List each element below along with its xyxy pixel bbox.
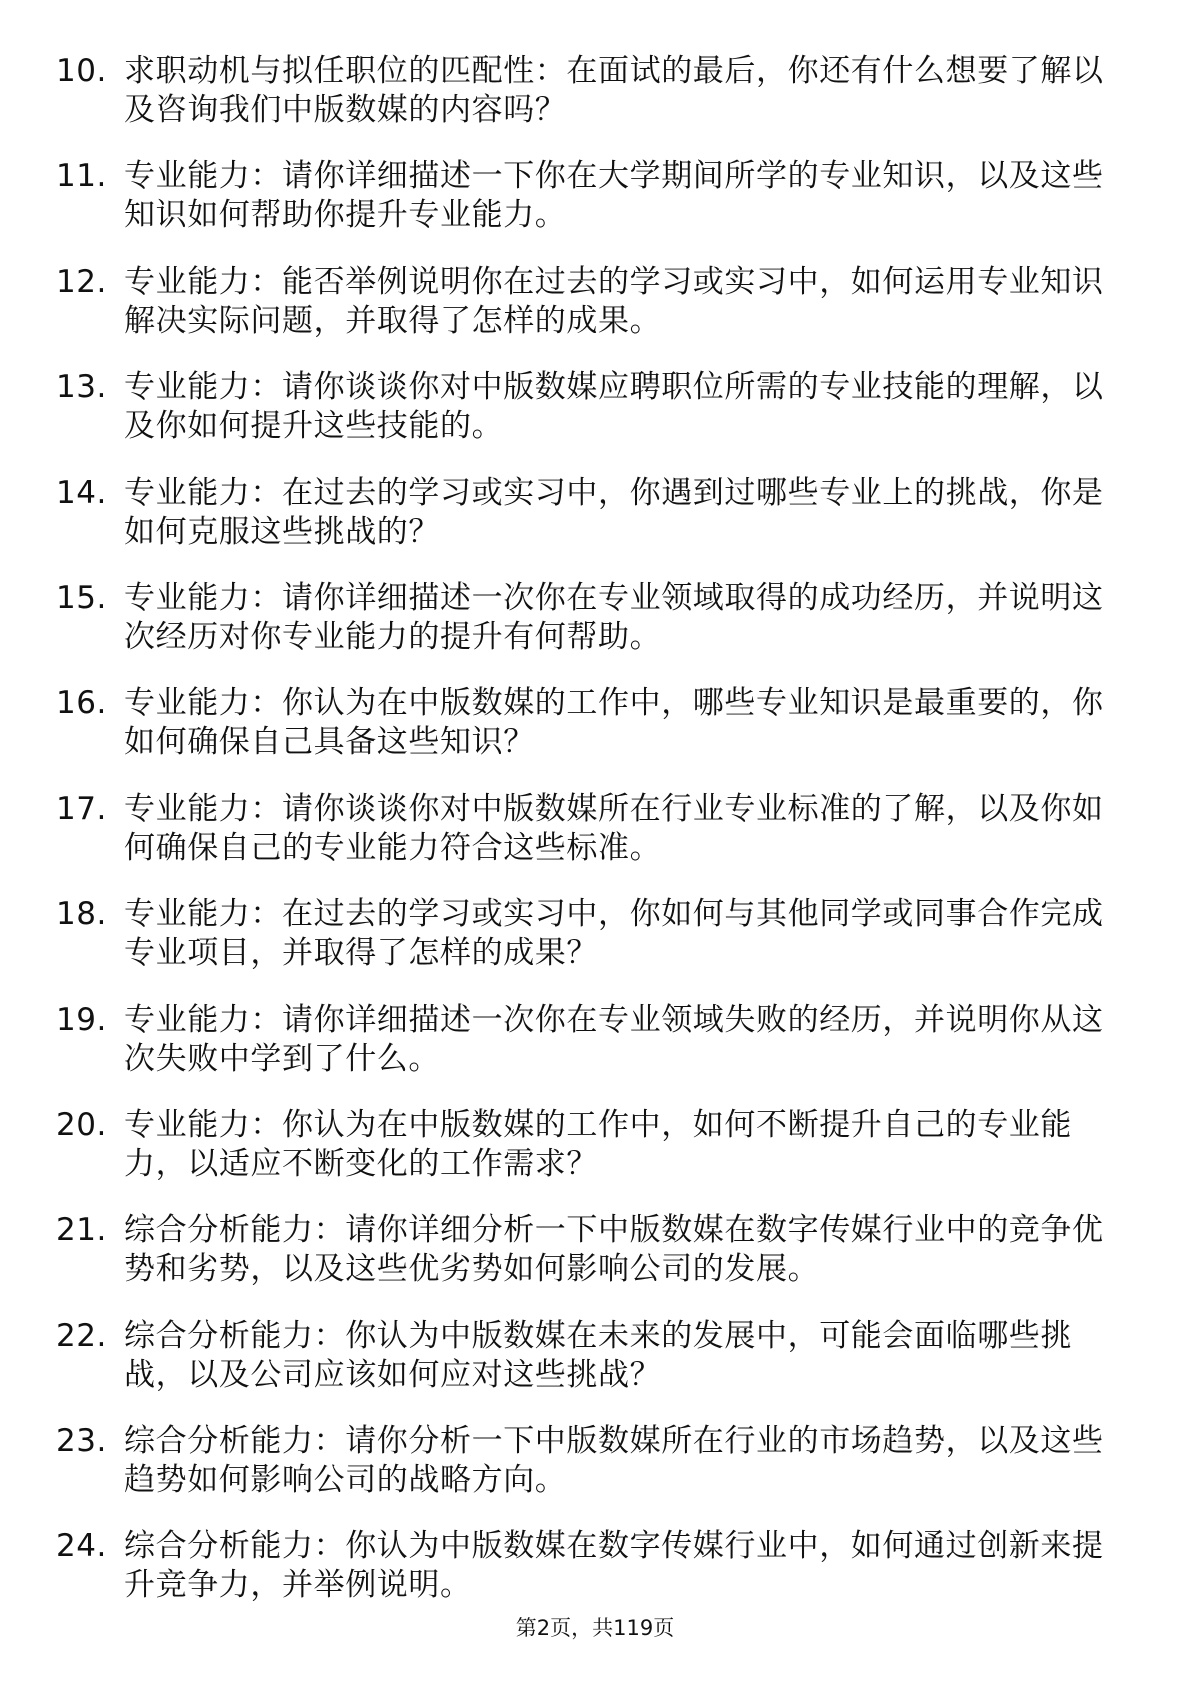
question-text: 综合分析能力：你认为中版数媒在数字传媒行业中，如何通过创新来提升竞争力，并举例说明。 <box>124 1528 1104 1604</box>
question-item <box>56 790 1120 868</box>
question-list <box>56 52 1120 1633</box>
question-item <box>56 895 1120 973</box>
question-number: 22. <box>56 1317 107 1354</box>
question-item <box>56 1317 1120 1395</box>
question-number: 11. <box>56 158 107 195</box>
question-text: 专业能力：你认为在中版数媒的工作中，哪些专业知识是最重要的，你如何确保自己具备这些知识？ <box>124 685 1104 761</box>
question-item <box>56 157 1120 235</box>
question-number: 16. <box>56 685 107 722</box>
question-item <box>56 579 1120 657</box>
question-text: 专业能力：在过去的学习或实习中，你如何与其他同学或同事合作完成专业项目，并取得了怎样的成果？ <box>124 896 1104 972</box>
question-text: 专业能力：请你谈谈你对中版数媒所在行业专业标准的了解，以及你如何确保自己的专业能力符合这些标准。 <box>124 790 1104 866</box>
question-number: 24. <box>56 1528 107 1565</box>
question-text: 求职动机与拟任职位的匹配性：在面试的最后，你还有什么想要了解以及咨询我们中版数媒的内容吗？ <box>124 53 1104 128</box>
question-number: 23. <box>56 1423 107 1460</box>
question-item <box>56 1001 1120 1079</box>
question-item <box>56 1106 1120 1184</box>
question-text: 专业能力：请你谈谈你对中版数媒应聘职位所需的专业技能的理解，以及你如何提升这些技能的。 <box>124 369 1104 445</box>
question-text: 专业能力：请你详细描述一次你在专业领域取得的成功经历，并说明这次经历对你专业能力的提升有何帮助。 <box>124 579 1104 655</box>
question-number: 20. <box>56 1106 107 1143</box>
question-text: 综合分析能力：请你分析一下中版数媒所在行业的市场趋势，以及这些趋势如何影响公司的战略方向。 <box>124 1423 1104 1499</box>
question-number: 18. <box>56 896 107 933</box>
question-text: 专业能力：在过去的学习或实习中，你遇到过哪些专业上的挑战，你是如何克服这些挑战的？ <box>124 474 1104 550</box>
question-text: 专业能力：请你详细描述一次你在专业领域失败的经历，并说明你从这次失败中学到了什么。 <box>124 1001 1104 1077</box>
question-number: 10. <box>56 53 107 89</box>
question-item <box>56 1422 1120 1500</box>
question-text: 综合分析能力：你认为中版数媒在未来的发展中，可能会面临哪些挑战，以及公司应该如何应对这些挑战？ <box>124 1317 1072 1393</box>
question-number: 21. <box>56 1212 107 1249</box>
page-footer: 第2页，共119页 <box>515 1616 675 1640</box>
question-text: 专业能力：你认为在中版数媒的工作中，如何不断提升自己的专业能力，以适应不断变化的工作需求？ <box>124 1106 1072 1182</box>
question-number: 15. <box>56 579 107 616</box>
question-number: 14. <box>56 474 107 511</box>
question-number: 13. <box>56 369 107 406</box>
question-number: 12. <box>56 263 107 300</box>
question-item <box>56 263 1120 341</box>
question-item <box>56 368 1120 446</box>
question-item <box>56 1527 1120 1605</box>
question-item <box>56 52 1120 130</box>
question-item <box>56 474 1120 552</box>
question-text: 专业能力：请你详细描述一下你在大学期间所学的专业知识，以及这些知识如何帮助你提升专业能力。 <box>124 158 1104 234</box>
question-number: 19. <box>56 1001 107 1038</box>
question-item <box>56 1211 1120 1289</box>
question-text: 专业能力：能否举例说明你在过去的学习或实习中，如何运用专业知识解决实际问题，并取得了怎样的成果。 <box>124 263 1104 339</box>
question-text: 综合分析能力：请你详细分析一下中版数媒在数字传媒行业中的竞争优势和劣势，以及这些优劣势如何影响公司的发展。 <box>124 1212 1104 1288</box>
question-item <box>56 684 1120 762</box>
question-number: 17. <box>56 790 107 827</box>
